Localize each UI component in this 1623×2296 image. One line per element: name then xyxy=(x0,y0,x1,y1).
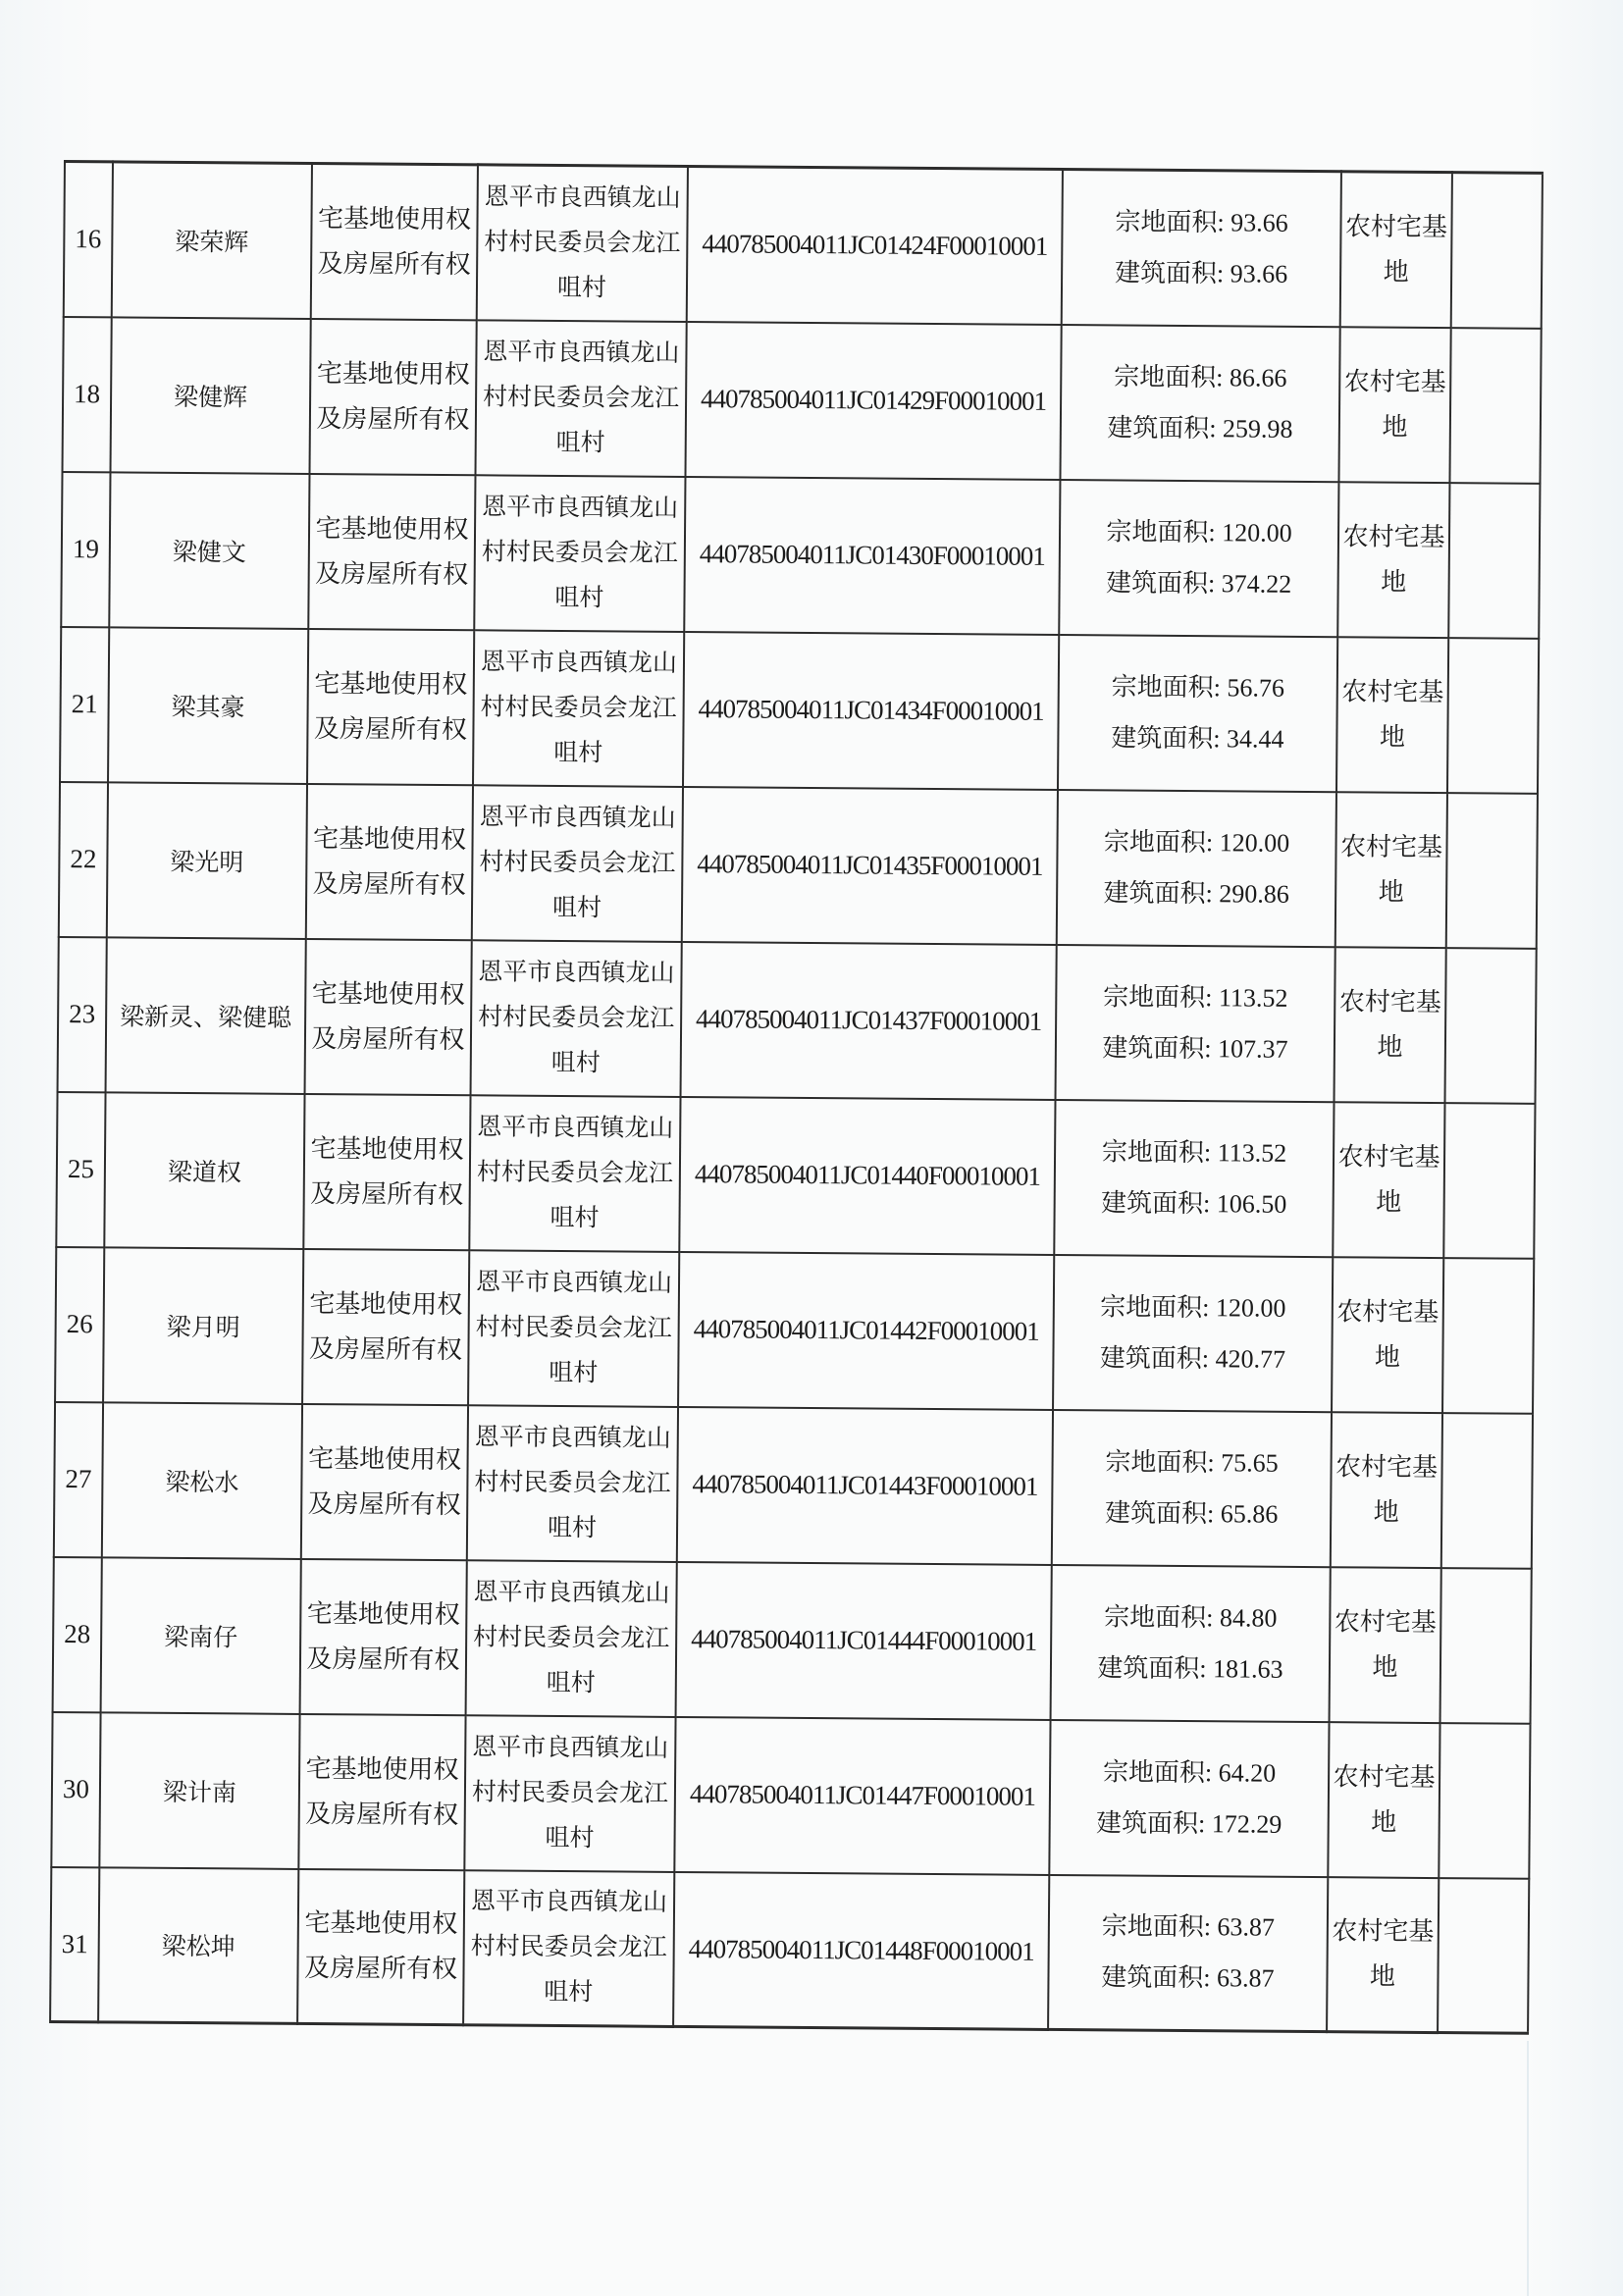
scan-fold-line xyxy=(1527,2041,1529,2296)
right-type-cell: 宅基地使用权及房屋所有权 xyxy=(307,628,474,784)
building-area-text: 建筑面积: 107.37 xyxy=(1102,1032,1288,1064)
building-area-text: 建筑面积: 63.87 xyxy=(1101,1962,1275,1993)
location-cell: 恩平市良西镇龙山村村民委员会龙江咀村 xyxy=(472,785,683,942)
table-row xyxy=(56,1091,1535,1258)
land-nature-cell: 农村宅基地 xyxy=(1335,792,1447,948)
parcel-area-text: 宗地面积: 64.20 xyxy=(1102,1756,1277,1788)
owner-name-cell: 梁荣辉 xyxy=(112,162,312,319)
right-type-cell: 宅基地使用权及房屋所有权 xyxy=(302,1248,469,1404)
unit-number-cell: 440785004011JC01442F00010001 xyxy=(678,1251,1054,1409)
remark-cell xyxy=(1443,1103,1535,1259)
unit-number-cell: 440785004011JC01430F00010001 xyxy=(684,476,1060,634)
building-area-text: 建筑面积: 290.86 xyxy=(1103,877,1289,909)
unit-number-cell: 440785004011JC01435F00010001 xyxy=(682,786,1058,944)
row-number-cell: 16 xyxy=(64,162,113,317)
building-area-text: 建筑面积: 65.86 xyxy=(1104,1497,1279,1529)
unit-number-cell: 440785004011JC01429F00010001 xyxy=(685,321,1061,479)
remark-cell xyxy=(1448,483,1540,639)
owner-name-cell: 梁松坤 xyxy=(98,1867,298,2024)
table-row xyxy=(55,1246,1534,1413)
area-cell xyxy=(1048,1874,1328,2031)
table-row xyxy=(50,1866,1529,2033)
owner-name-cell: 梁计南 xyxy=(99,1712,299,1869)
location-cell: 恩平市良西镇龙山村村民委员会龙江咀村 xyxy=(477,165,688,322)
right-type-cell: 宅基地使用权及房屋所有权 xyxy=(301,1403,468,1559)
parcel-area-text: 宗地面积: 56.76 xyxy=(1111,671,1285,703)
building-area-text: 建筑面积: 181.63 xyxy=(1097,1652,1283,1684)
location-cell: 恩平市良西镇龙山村村民委员会龙江咀村 xyxy=(471,940,682,1097)
parcel-area-text: 宗地面积: 63.87 xyxy=(1101,1911,1276,1942)
land-nature-cell: 农村宅基地 xyxy=(1328,1722,1440,1878)
row-number-cell: 26 xyxy=(55,1246,104,1401)
owner-name-cell: 梁健文 xyxy=(109,472,309,629)
owner-name-cell: 梁新灵、梁健聪 xyxy=(106,937,306,1094)
right-type-cell: 宅基地使用权及房屋所有权 xyxy=(308,473,475,629)
owner-name-cell: 梁南仔 xyxy=(101,1557,301,1714)
table-row xyxy=(64,162,1543,329)
location-cell: 恩平市良西镇龙山村村民委员会龙江咀村 xyxy=(469,1095,680,1252)
right-type-cell: 宅基地使用权及房屋所有权 xyxy=(303,1093,470,1249)
area-cell xyxy=(1053,1254,1333,1411)
area-cell xyxy=(1057,789,1336,946)
area-cell xyxy=(1059,479,1338,636)
remark-cell xyxy=(1438,1878,1529,2034)
owner-name-cell: 梁道权 xyxy=(104,1092,304,1249)
parcel-area-text: 宗地面积: 113.52 xyxy=(1101,1136,1287,1168)
remark-cell xyxy=(1451,173,1543,329)
parcel-area-text: 宗地面积: 120.00 xyxy=(1100,1291,1286,1323)
area-cell xyxy=(1060,324,1339,481)
parcel-area-text: 宗地面积: 84.80 xyxy=(1104,1601,1278,1633)
row-number-cell: 30 xyxy=(51,1711,100,1866)
row-number-cell: 31 xyxy=(50,1866,99,2021)
right-type-cell: 宅基地使用权及房屋所有权 xyxy=(306,783,473,939)
parcel-area-text: 宗地面积: 93.66 xyxy=(1115,207,1288,237)
location-cell: 恩平市良西镇龙山村村民委员会龙江咀村 xyxy=(464,1715,675,1872)
location-cell: 恩平市良西镇龙山村村民委员会龙江咀村 xyxy=(463,1870,674,2027)
location-cell: 恩平市良西镇龙山村村民委员会龙江咀村 xyxy=(468,1250,679,1407)
table-row xyxy=(51,1711,1530,1878)
unit-number-cell: 440785004011JC01434F00010001 xyxy=(683,631,1059,789)
remark-cell xyxy=(1440,1568,1532,1724)
unit-number-cell: 440785004011JC01440F00010001 xyxy=(679,1096,1055,1254)
location-cell: 恩平市良西镇龙山村村民委员会龙江咀村 xyxy=(467,1405,678,1562)
location-cell: 恩平市良西镇龙山村村民委员会龙江咀村 xyxy=(474,475,685,632)
right-type-cell: 宅基地使用权及房屋所有权 xyxy=(300,1558,467,1714)
table-row xyxy=(59,781,1538,948)
unit-number-cell: 440785004011JC01424F00010001 xyxy=(687,166,1063,324)
row-number-cell: 25 xyxy=(56,1091,105,1246)
remark-cell xyxy=(1442,1258,1534,1414)
land-nature-cell: 农村宅基地 xyxy=(1332,1257,1443,1413)
registry-table xyxy=(49,160,1544,2035)
location-cell: 恩平市良西镇龙山村村民委员会龙江咀村 xyxy=(473,630,684,787)
area-cell xyxy=(1058,634,1337,791)
parcel-area-text: 宗地面积: 75.65 xyxy=(1105,1446,1279,1478)
land-nature-cell: 农村宅基地 xyxy=(1330,1567,1441,1723)
building-area-text: 建筑面积: 172.29 xyxy=(1095,1807,1283,1839)
land-nature-cell: 农村宅基地 xyxy=(1336,637,1448,793)
table-row xyxy=(61,471,1540,638)
table-row xyxy=(58,936,1537,1103)
remark-cell xyxy=(1449,328,1541,484)
unit-number-cell: 440785004011JC01447F00010001 xyxy=(674,1716,1050,1874)
parcel-area-text: 宗地面积: 120.00 xyxy=(1103,826,1290,858)
area-cell xyxy=(1052,1409,1332,1566)
unit-number-cell: 440785004011JC01448F00010001 xyxy=(673,1871,1049,2029)
parcel-area-text: 宗地面积: 86.66 xyxy=(1114,361,1287,392)
land-nature-cell: 农村宅基地 xyxy=(1335,947,1446,1103)
location-cell: 恩平市良西镇龙山村村民委员会龙江咀村 xyxy=(475,320,686,477)
owner-name-cell: 梁其豪 xyxy=(108,627,308,784)
location-cell: 恩平市良西镇龙山村村民委员会龙江咀村 xyxy=(466,1560,677,1717)
right-type-cell: 宅基地使用权及房屋所有权 xyxy=(297,1868,464,2024)
row-number-cell: 28 xyxy=(53,1556,102,1711)
table-row xyxy=(54,1401,1533,1568)
remark-cell xyxy=(1441,1413,1533,1569)
row-number-cell: 22 xyxy=(59,781,108,936)
row-number-cell: 19 xyxy=(61,471,110,626)
area-cell xyxy=(1054,1099,1334,1256)
owner-name-cell: 梁月明 xyxy=(103,1247,303,1404)
remark-cell xyxy=(1447,638,1539,794)
remark-cell xyxy=(1446,793,1538,949)
row-number-cell: 21 xyxy=(60,626,109,781)
unit-number-cell: 440785004011JC01437F00010001 xyxy=(681,941,1057,1099)
owner-name-cell: 梁松水 xyxy=(102,1402,302,1559)
land-nature-cell: 农村宅基地 xyxy=(1337,482,1449,638)
right-type-cell: 宅基地使用权及房屋所有权 xyxy=(305,938,472,1094)
area-cell xyxy=(1049,1719,1329,1876)
right-type-cell: 宅基地使用权及房屋所有权 xyxy=(309,318,476,474)
land-nature-cell: 农村宅基地 xyxy=(1327,1877,1439,2033)
registry-table-body xyxy=(50,162,1543,2034)
parcel-area-text: 宗地面积: 120.00 xyxy=(1106,516,1292,548)
remark-cell xyxy=(1439,1723,1530,1879)
table-row xyxy=(63,317,1542,484)
right-type-cell: 宅基地使用权及房屋所有权 xyxy=(298,1713,465,1869)
area-cell xyxy=(1056,944,1335,1101)
right-type-cell: 宅基地使用权及房屋所有权 xyxy=(311,163,478,319)
row-number-cell: 18 xyxy=(63,317,112,472)
land-nature-cell: 农村宅基地 xyxy=(1331,1412,1442,1568)
row-number-cell: 23 xyxy=(58,936,107,1091)
remark-cell xyxy=(1444,948,1536,1104)
building-area-text: 建筑面积: 259.98 xyxy=(1107,412,1293,444)
table-row xyxy=(53,1556,1532,1723)
parcel-area-text: 宗地面积: 113.52 xyxy=(1103,981,1288,1013)
unit-number-cell: 440785004011JC01444F00010001 xyxy=(676,1561,1052,1719)
building-area-text: 建筑面积: 34.44 xyxy=(1111,722,1284,754)
land-nature-cell: 农村宅基地 xyxy=(1338,327,1450,483)
area-cell xyxy=(1062,169,1341,326)
owner-name-cell: 梁健辉 xyxy=(111,317,311,474)
row-number-cell: 27 xyxy=(54,1401,103,1556)
land-nature-cell: 农村宅基地 xyxy=(1340,172,1452,328)
area-cell xyxy=(1051,1564,1331,1721)
owner-name-cell: 梁光明 xyxy=(107,782,307,939)
land-nature-cell: 农村宅基地 xyxy=(1333,1102,1444,1258)
unit-number-cell: 440785004011JC01443F00010001 xyxy=(677,1406,1053,1564)
table-row xyxy=(60,626,1539,793)
building-area-text: 建筑面积: 93.66 xyxy=(1114,258,1288,288)
building-area-text: 建筑面积: 420.77 xyxy=(1099,1342,1286,1374)
building-area-text: 建筑面积: 106.50 xyxy=(1100,1187,1287,1219)
building-area-text: 建筑面积: 374.22 xyxy=(1105,567,1292,599)
